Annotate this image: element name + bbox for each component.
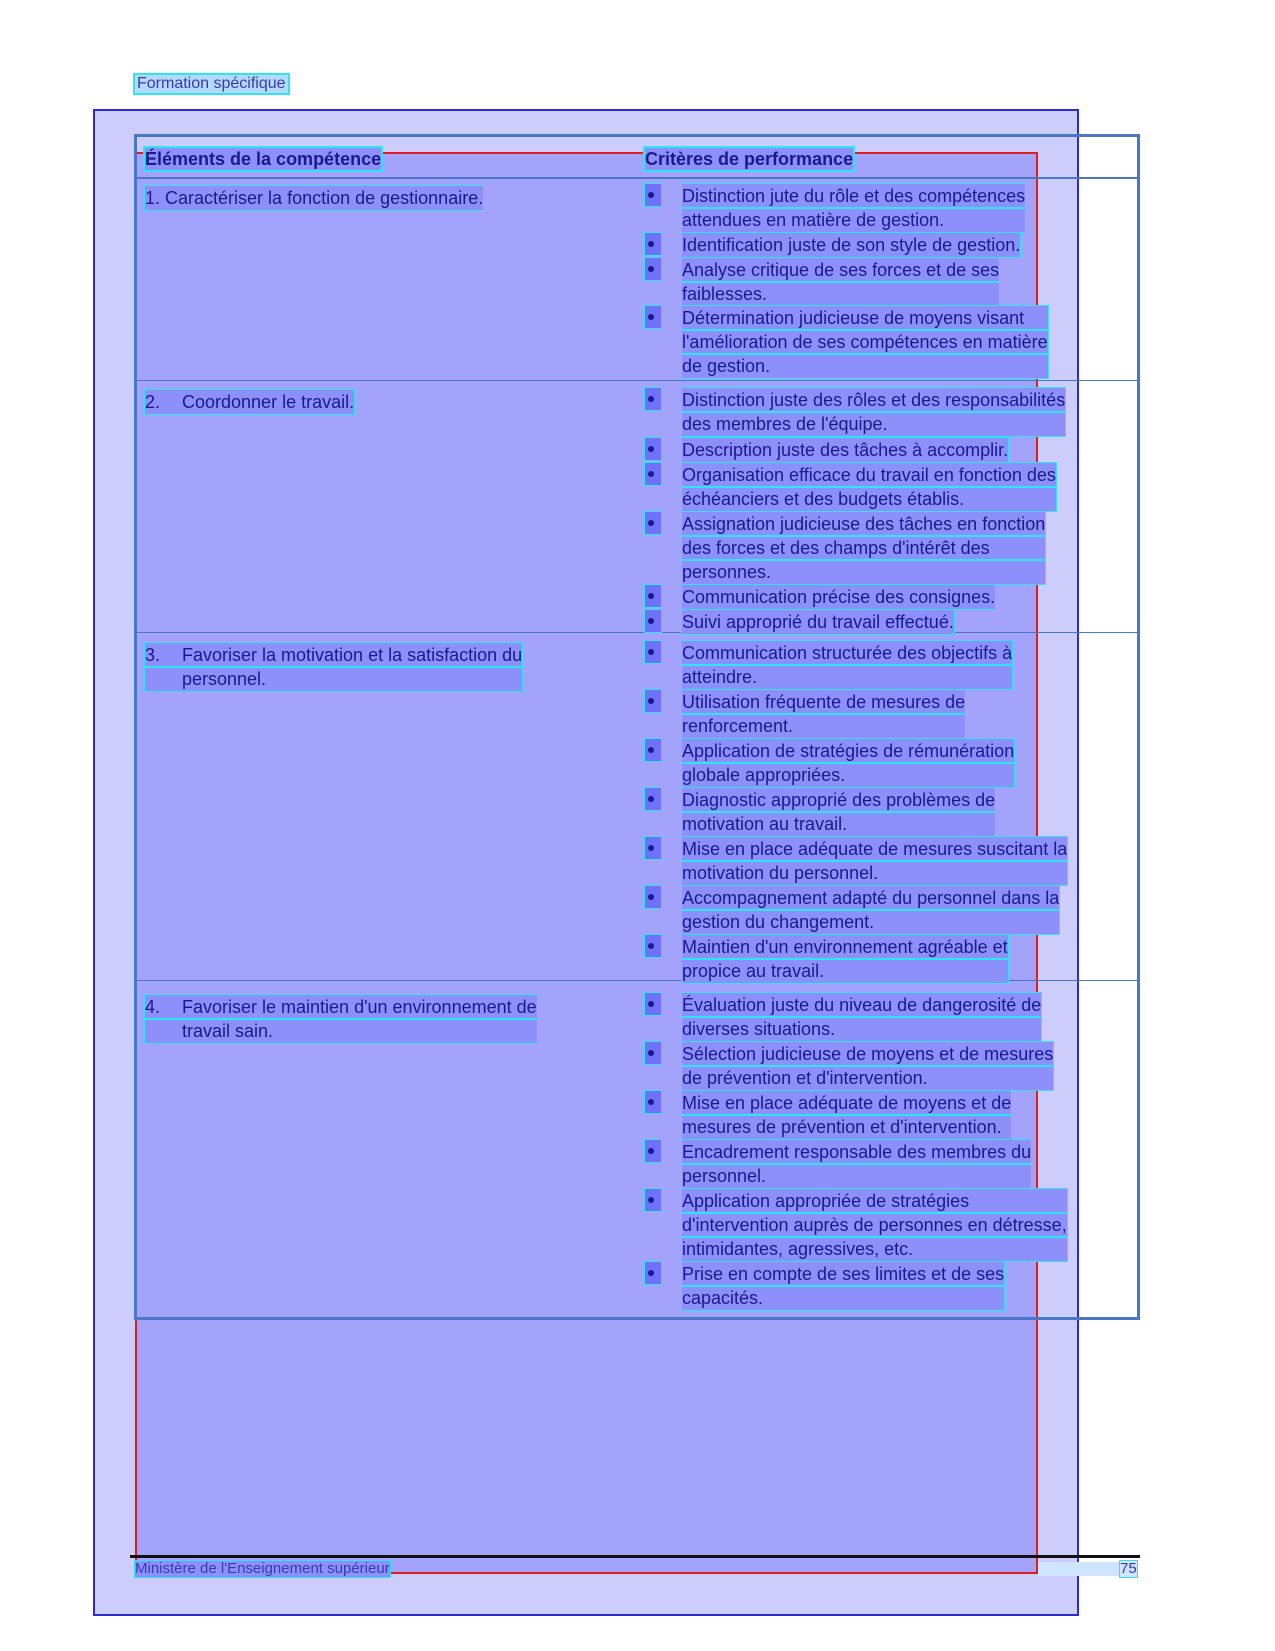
criterion-item bbox=[645, 438, 1008, 462]
criterion-item bbox=[645, 1091, 1011, 1139]
criterion-line: Encadrement responsable des membres du bbox=[682, 1142, 1032, 1162]
element-number: 4. bbox=[145, 997, 161, 1017]
bullet-icon bbox=[645, 1042, 661, 1064]
element-line bbox=[145, 390, 354, 414]
criterion-line: propice au travail. bbox=[682, 959, 1008, 983]
row-divider bbox=[137, 632, 1137, 633]
criterion-line: faiblesses. bbox=[682, 282, 999, 306]
bullet-icon bbox=[645, 993, 661, 1015]
criterion-item bbox=[645, 690, 965, 738]
criterion-line: Suivi approprié du travail effectué. bbox=[682, 612, 954, 632]
element-line: travail sain. bbox=[145, 1019, 537, 1043]
criterion-line: Organisation efficace du travail en fonction des bbox=[682, 465, 1056, 485]
criterion-line: Détermination judicieuse de moyens visant bbox=[682, 306, 1048, 330]
criterion-line: intimidantes, agressives, etc. bbox=[682, 1237, 1067, 1261]
element-number: 3. bbox=[145, 645, 161, 665]
criterion-line: Diagnostic approprié des problèmes de bbox=[682, 790, 996, 810]
criterion-item bbox=[645, 935, 1008, 983]
criterion-line: diverses situations. bbox=[682, 1017, 1041, 1041]
criterion-line: globale appropriées. bbox=[682, 763, 1014, 787]
column-header-elements: Éléments de la compétence bbox=[145, 149, 382, 169]
bullet-icon bbox=[645, 690, 661, 712]
criterion-line: gestion du changement. bbox=[682, 910, 1059, 934]
criterion-line: Identification juste de son style de gestion. bbox=[682, 235, 1021, 255]
criterion-item bbox=[645, 837, 1067, 885]
bullet-icon bbox=[645, 306, 661, 328]
criterion-item bbox=[645, 993, 1041, 1041]
criterion-line: Description juste des tâches à accomplir. bbox=[682, 440, 1009, 460]
criterion-item bbox=[645, 585, 995, 609]
criterion-line: attendues en matière de gestion. bbox=[682, 208, 1025, 232]
competence-element-1 bbox=[145, 186, 483, 210]
criterion-line: personnes. bbox=[682, 560, 1045, 584]
bullet-icon bbox=[645, 610, 661, 632]
criterion-line: mesures de prévention et d'intervention. bbox=[682, 1115, 1011, 1139]
element-line bbox=[145, 995, 537, 1019]
bullet-icon bbox=[645, 1262, 661, 1284]
bullet-icon bbox=[645, 788, 661, 810]
criterion-item bbox=[645, 388, 1065, 436]
criterion-item bbox=[645, 1042, 1053, 1090]
criterion-line: Sélection judicieuse de moyens et de mesures bbox=[682, 1044, 1054, 1064]
criterion-line: renforcement. bbox=[682, 714, 965, 738]
column-header-criteria: Critères de performance bbox=[645, 149, 854, 169]
criterion-item bbox=[645, 184, 1025, 232]
criterion-line: motivation au travail. bbox=[682, 812, 995, 836]
page-number: 75 bbox=[1120, 1560, 1137, 1577]
element-number: 1. bbox=[145, 188, 161, 208]
element-label: Favoriser la motivation et la satisfaction du bbox=[182, 645, 523, 665]
criterion-line: Distinction jute du rôle et des compétences bbox=[682, 186, 1026, 206]
bullet-icon bbox=[645, 1189, 661, 1211]
competence-element-2 bbox=[145, 390, 354, 414]
criterion-line: Application de stratégies de rémunération bbox=[682, 741, 1015, 761]
criterion-line: Distinction juste des rôles et des responsabilités bbox=[682, 390, 1066, 410]
criterion-line: Maintien d'un environnement agréable et bbox=[682, 937, 1008, 957]
running-header: Formation spécifique bbox=[137, 75, 286, 92]
criterion-item bbox=[645, 788, 995, 836]
criterion-line: de gestion. bbox=[682, 354, 1048, 378]
criterion-line: Communication précise des consignes. bbox=[682, 587, 996, 607]
criterion-item bbox=[645, 886, 1059, 934]
bullet-icon bbox=[645, 1091, 661, 1113]
criterion-line: des forces et des champs d'intérêt des bbox=[682, 536, 1045, 560]
footer-fill bbox=[1038, 1562, 1120, 1576]
element-line: personnel. bbox=[145, 667, 522, 691]
criterion-line: de prévention et d'intervention. bbox=[682, 1066, 1053, 1090]
criterion-item bbox=[645, 512, 1045, 584]
footer-rule bbox=[130, 1555, 1140, 1558]
criterion-line: Communication structurée des objectifs à bbox=[682, 643, 1013, 663]
bullet-icon bbox=[645, 739, 661, 761]
element-label: Favoriser le maintien d'un environnement de bbox=[182, 997, 537, 1017]
criterion-line: Application appropriée de stratégies bbox=[682, 1189, 1067, 1213]
bullet-icon bbox=[645, 512, 661, 534]
criterion-line: Assignation judicieuse des tâches en fonction bbox=[682, 514, 1046, 534]
bullet-icon bbox=[645, 935, 661, 957]
bullet-icon bbox=[645, 641, 661, 663]
bullet-icon bbox=[645, 585, 661, 607]
element-label: Coordonner le travail. bbox=[182, 392, 355, 412]
criterion-line: Mise en place adéquate de moyens et de bbox=[682, 1093, 1012, 1113]
criterion-line: Prise en compte de ses limites et de ses bbox=[682, 1264, 1005, 1284]
bullet-icon bbox=[645, 388, 661, 410]
criterion-item bbox=[645, 1140, 1031, 1188]
criterion-line: Évaluation juste du niveau de dangerosité de bbox=[682, 995, 1042, 1015]
criterion-line: l'amélioration de ses compétences en matière bbox=[682, 332, 1048, 352]
criterion-line: des membres de l'équipe. bbox=[682, 412, 1065, 436]
criterion-item bbox=[645, 610, 954, 634]
criterion-line: Mise en place adéquate de mesures suscitant la bbox=[682, 839, 1068, 859]
criterion-line: atteindre. bbox=[682, 665, 1012, 689]
bullet-icon bbox=[645, 1140, 661, 1162]
criterion-line: d'intervention auprès de personnes en détresse, bbox=[682, 1215, 1067, 1235]
footer-ministry: Ministère de l'Enseignement supérieur bbox=[135, 1560, 390, 1577]
bullet-icon bbox=[645, 233, 661, 255]
competence-element-4 bbox=[145, 995, 537, 1043]
criterion-line: capacités. bbox=[682, 1286, 1004, 1310]
criterion-item bbox=[645, 306, 1048, 378]
bullet-icon bbox=[645, 184, 661, 206]
criterion-item bbox=[645, 233, 1020, 257]
criterion-line: personnel. bbox=[682, 1164, 1031, 1188]
bullet-icon bbox=[645, 837, 661, 859]
element-line bbox=[145, 186, 483, 210]
criterion-line: Utilisation fréquente de mesures de bbox=[682, 692, 966, 712]
bullet-icon bbox=[645, 886, 661, 908]
criterion-item bbox=[645, 1262, 1004, 1310]
bullet-icon bbox=[645, 258, 661, 280]
bullet-icon bbox=[645, 438, 661, 460]
competence-element-3 bbox=[145, 643, 522, 691]
criterion-line: échéanciers et des budgets établis. bbox=[682, 487, 1056, 511]
criterion-item bbox=[645, 258, 999, 306]
criterion-item bbox=[645, 641, 1012, 689]
row-divider bbox=[137, 380, 1137, 381]
criterion-line: motivation du personnel. bbox=[682, 861, 1067, 885]
element-number: 2. bbox=[145, 392, 161, 412]
criterion-item bbox=[645, 463, 1056, 511]
criterion-line: Analyse critique de ses forces et de ses bbox=[682, 260, 1000, 280]
bullet-icon bbox=[645, 463, 661, 485]
element-label: Caractériser la fonction de gestionnaire. bbox=[165, 188, 484, 208]
criterion-line: Accompagnement adapté du personnel dans la bbox=[682, 888, 1060, 908]
criterion-item bbox=[645, 1189, 1067, 1261]
criterion-item bbox=[645, 739, 1014, 787]
element-line bbox=[145, 643, 522, 667]
